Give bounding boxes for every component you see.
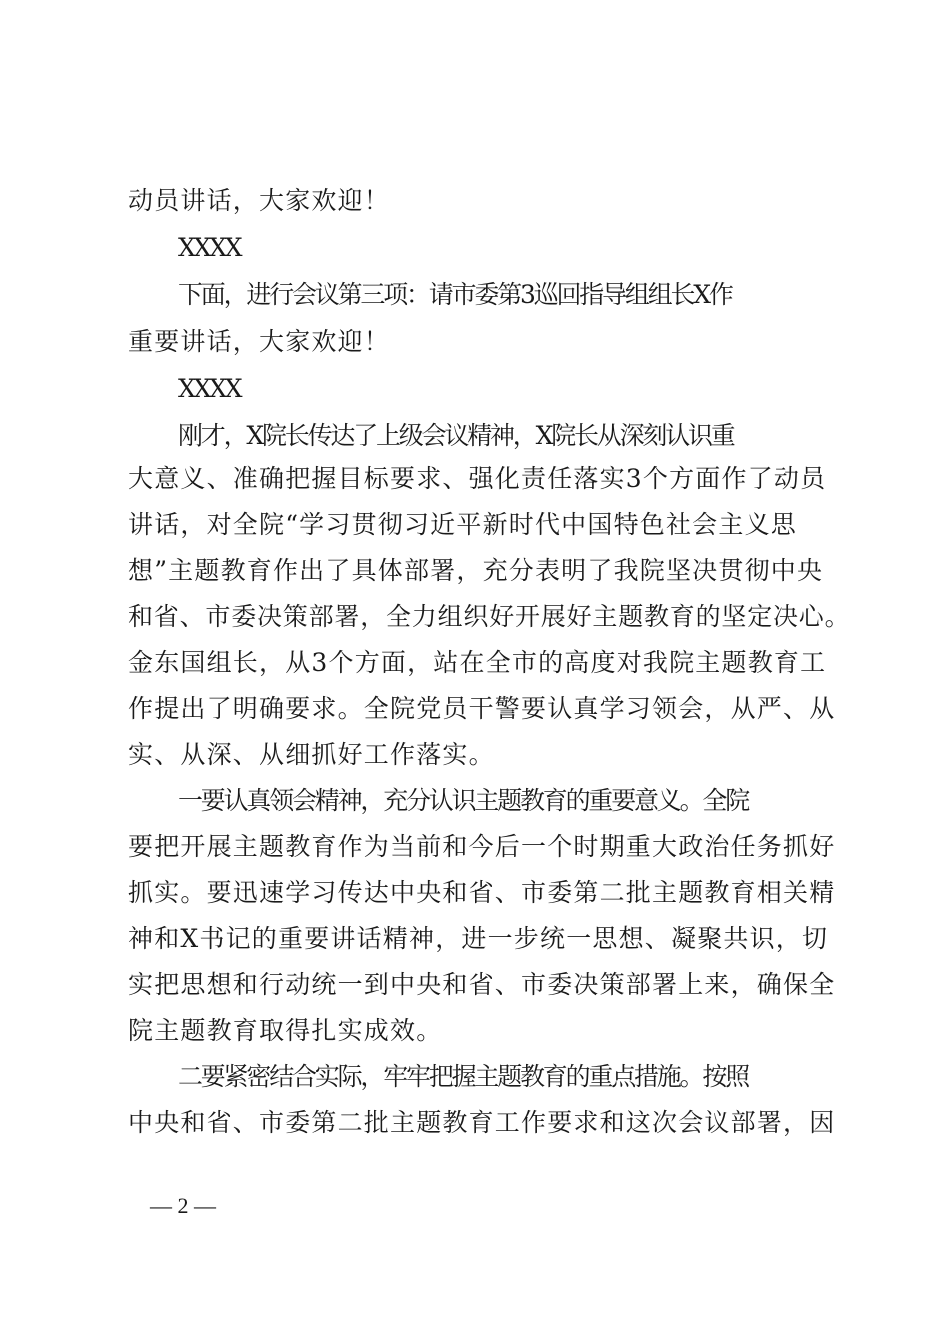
text-line: 刚才，X院长传达了上级会议精神，X院长从深刻认识重 (178, 421, 734, 450)
text-line: 抓实。要迅速学习传达中央和省、市委第二批主题教育相关精 (128, 878, 836, 907)
text-line: 想”主题教育作出了具体部署，充分表明了我院坚决贯彻中央 (128, 556, 824, 585)
page-number: — 2 — (150, 1193, 216, 1218)
text-line: 实、从深、从细抓好工作落实。 (128, 740, 495, 769)
text-line: 讲话，对全院“学习贯彻习近平新时代中国特色社会主义思 (128, 510, 797, 539)
text-line: 金东国组长，从3个方面，站在全市的高度对我院主题教育工 (128, 648, 827, 677)
text-line: 一要认真领会精神，充分认识主题教育的重要意义。全院 (178, 786, 749, 815)
text-line: 作提出了明确要求。全院党员干警要认真学习领会，从严、从 (128, 694, 836, 723)
text-line: 要把开展主题教育作为当前和今后一个时期重大政治任务抓好 (128, 832, 836, 861)
text-line: 和省、市委决策部署，全力组织好开展好主题教育的坚定决心。 (128, 602, 851, 631)
text-line: 二要紧密结合实际，牢牢把握主题教育的重点措施。按照 (178, 1062, 749, 1091)
text-line: 重要讲话，大家欢迎！ (128, 327, 391, 356)
text-line: 院主题教育取得扎实成效。 (128, 1016, 443, 1045)
text-line: 下面，进行会议第三项：请市委第3巡回指导组组长X作 (178, 280, 732, 309)
text-line: 动员讲话，大家欢迎！ (128, 186, 391, 215)
text-line: 实把思想和行动统一到中央和省、市委决策部署上来，确保全 (128, 970, 836, 999)
speaker-placeholder: XXXX (178, 233, 241, 262)
text-line: 大意义、准确把握目标要求、强化责任落实3个方面作了动员 (128, 464, 827, 493)
text-line: 神和X书记的重要讲话精神，进一步统一思想、凝聚共识，切 (128, 924, 829, 953)
speaker-placeholder: XXXX (178, 374, 241, 403)
text-line: 中央和省、市委第二批主题教育工作要求和这次会议部署，因 (128, 1108, 836, 1137)
